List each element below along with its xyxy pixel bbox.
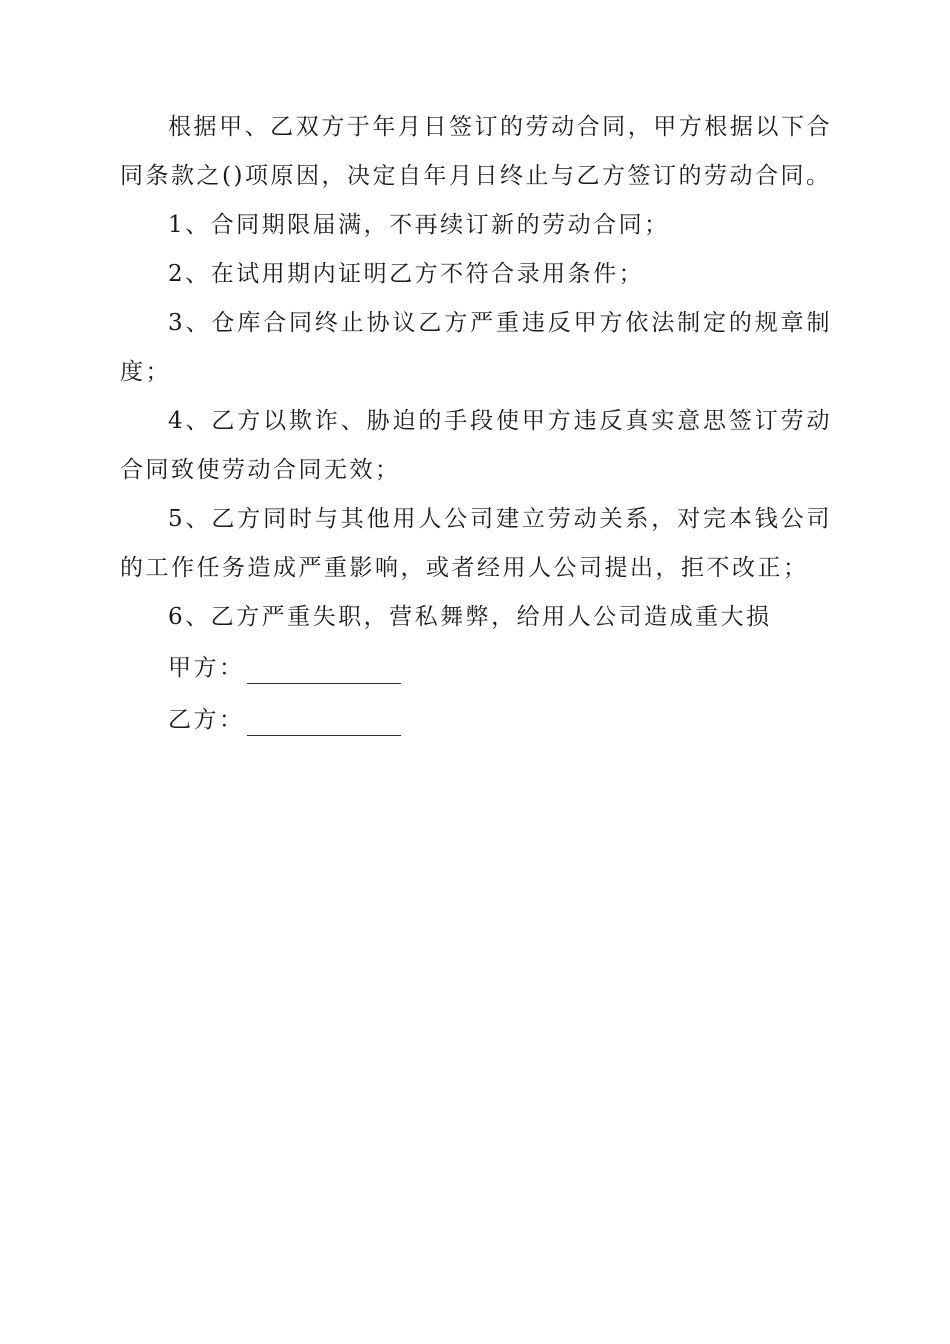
clause-2: 2、在试用期内证明乙方不符合录用条件； <box>168 261 645 287</box>
party-b-label: 乙方： <box>168 706 245 733</box>
party-b-signature-line <box>247 708 401 736</box>
clause-1: 1、合同期限届满，不再续订新的劳动合同； <box>168 212 670 238</box>
clause-4: 4、乙方以欺诈、胁迫的手段使甲方违反真实意思签订劳动合同致使劳动合同无效； <box>120 408 832 483</box>
clause-3: 3、仓库合同终止协议乙方严重违反甲方依法制定的规章制度； <box>120 310 832 385</box>
party-a-label: 甲方： <box>168 654 245 681</box>
paragraph-intro: 根据甲、乙双方于年月日签订的劳动合同，甲方根据以下合同条款之()项原因，决定自年月日终止与乙方签订的劳动合同。 <box>120 114 832 189</box>
party-a-signature-line <box>247 656 401 684</box>
clause-5: 5、乙方同时与其他用人公司建立劳动关系，对完本钱公司的工作任务造成严重影响，或者经用人公司提出，拒不改正； <box>120 506 832 581</box>
signature-party-b <box>120 694 832 746</box>
clause-6: 6、乙方严重失职，营私舞弊，给用人公司造成重大损 <box>168 604 772 630</box>
signature-party-a <box>120 642 832 694</box>
document-body <box>120 103 832 746</box>
